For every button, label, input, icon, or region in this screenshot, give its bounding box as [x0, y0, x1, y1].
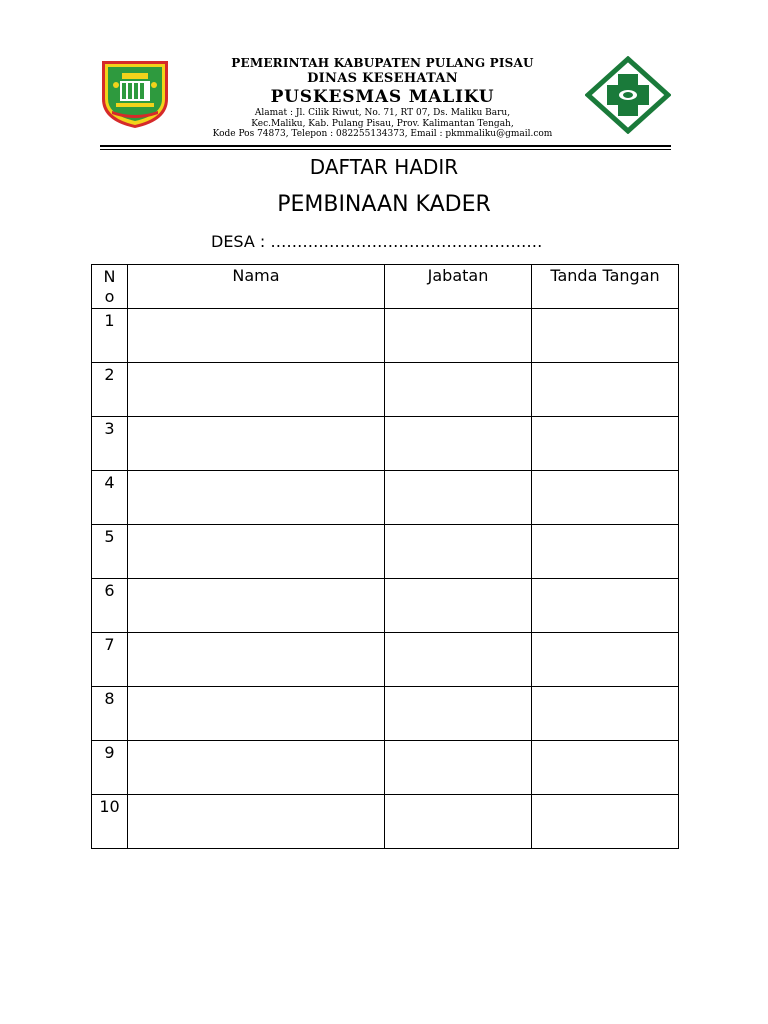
- table-row: [92, 471, 679, 525]
- header-tanda-tangan-label: Tanda Tangan: [550, 266, 660, 285]
- jabatan-cell[interactable]: [385, 309, 532, 363]
- jabatan-cell[interactable]: [385, 579, 532, 633]
- government-name: PEMERINTAH KABUPATEN PULANG PISAU: [231, 56, 534, 70]
- row-number: 4: [92, 471, 128, 525]
- tanda-tangan-cell[interactable]: [532, 579, 679, 633]
- jabatan-cell[interactable]: [385, 633, 532, 687]
- institution-name: PUSKESMAS MALIKU: [270, 87, 495, 107]
- table-row: [92, 525, 679, 579]
- jabatan-cell[interactable]: [385, 687, 532, 741]
- nama-cell[interactable]: [128, 579, 385, 633]
- nama-cell[interactable]: [128, 471, 385, 525]
- header-tanda-tangan: [532, 265, 679, 309]
- row-number: 8: [92, 687, 128, 741]
- nama-cell[interactable]: [128, 525, 385, 579]
- table-row: [92, 687, 679, 741]
- attendance-table: [91, 264, 679, 849]
- address-line-3: Kode Pos 74873, Telepon : 082255134373, Email : pkmmaliku@gmail.com: [212, 129, 553, 139]
- tanda-tangan-cell[interactable]: [532, 471, 679, 525]
- nama-cell[interactable]: [128, 741, 385, 795]
- tanda-tangan-cell[interactable]: [532, 525, 679, 579]
- nama-cell[interactable]: [128, 309, 385, 363]
- nama-cell[interactable]: [128, 417, 385, 471]
- document-title: DAFTAR HADIR: [309, 155, 459, 179]
- header-jabatan: [385, 265, 532, 309]
- nama-cell[interactable]: [128, 633, 385, 687]
- row-number: 10: [92, 795, 128, 849]
- address-line-1: Alamat : Jl. Cilik Riwut, No. 71, RT 07, Ds. Maliku Baru,: [254, 108, 511, 118]
- tanda-tangan-cell[interactable]: [532, 363, 679, 417]
- row-number: 7: [92, 633, 128, 687]
- table-row: [92, 741, 679, 795]
- nama-cell[interactable]: [128, 795, 385, 849]
- header-nama-label: Nama: [232, 266, 280, 285]
- row-number: 3: [92, 417, 128, 471]
- row-number: 5: [92, 525, 128, 579]
- letterhead: [190, 56, 575, 140]
- header-rule-thin: [100, 149, 671, 150]
- nama-cell[interactable]: [128, 687, 385, 741]
- tanda-tangan-cell[interactable]: [532, 309, 679, 363]
- table-row: [92, 309, 679, 363]
- tanda-tangan-cell[interactable]: [532, 417, 679, 471]
- tanda-tangan-cell[interactable]: [532, 687, 679, 741]
- nama-cell[interactable]: [128, 363, 385, 417]
- jabatan-cell[interactable]: [385, 471, 532, 525]
- address-line-2: Kec.Maliku, Kab. Pulang Pisau, Prov. Kalimantan Tengah,: [251, 118, 514, 129]
- header-no: [92, 265, 128, 309]
- tanda-tangan-cell[interactable]: [532, 633, 679, 687]
- header-rule-thick: [100, 145, 671, 147]
- header-no-line1: N: [103, 267, 116, 286]
- row-number: 1: [92, 309, 128, 363]
- row-number: 9: [92, 741, 128, 795]
- header-jabatan-label: Jabatan: [427, 266, 489, 285]
- header-no-line2: o: [104, 287, 115, 306]
- table-row: [92, 417, 679, 471]
- table-row: [92, 795, 679, 849]
- header-nama: [128, 265, 385, 309]
- document-subtitle: PEMBINAAN KADER: [277, 192, 491, 217]
- jabatan-cell[interactable]: [385, 525, 532, 579]
- table-row: [92, 363, 679, 417]
- department-name: DINAS KESEHATAN: [307, 71, 458, 86]
- tanda-tangan-cell[interactable]: [532, 741, 679, 795]
- table-header-row: [92, 265, 679, 309]
- jabatan-cell[interactable]: [385, 741, 532, 795]
- jabatan-cell[interactable]: [385, 363, 532, 417]
- kabupaten-emblem-icon: [96, 55, 174, 131]
- row-number: 6: [92, 579, 128, 633]
- desa-field: DESA : ……………………………………………: [211, 232, 543, 251]
- jabatan-cell[interactable]: [385, 795, 532, 849]
- table-row: [92, 633, 679, 687]
- table-row: [92, 579, 679, 633]
- row-number: 2: [92, 363, 128, 417]
- puskesmas-logo-icon: [585, 56, 671, 134]
- jabatan-cell[interactable]: [385, 417, 532, 471]
- tanda-tangan-cell[interactable]: [532, 795, 679, 849]
